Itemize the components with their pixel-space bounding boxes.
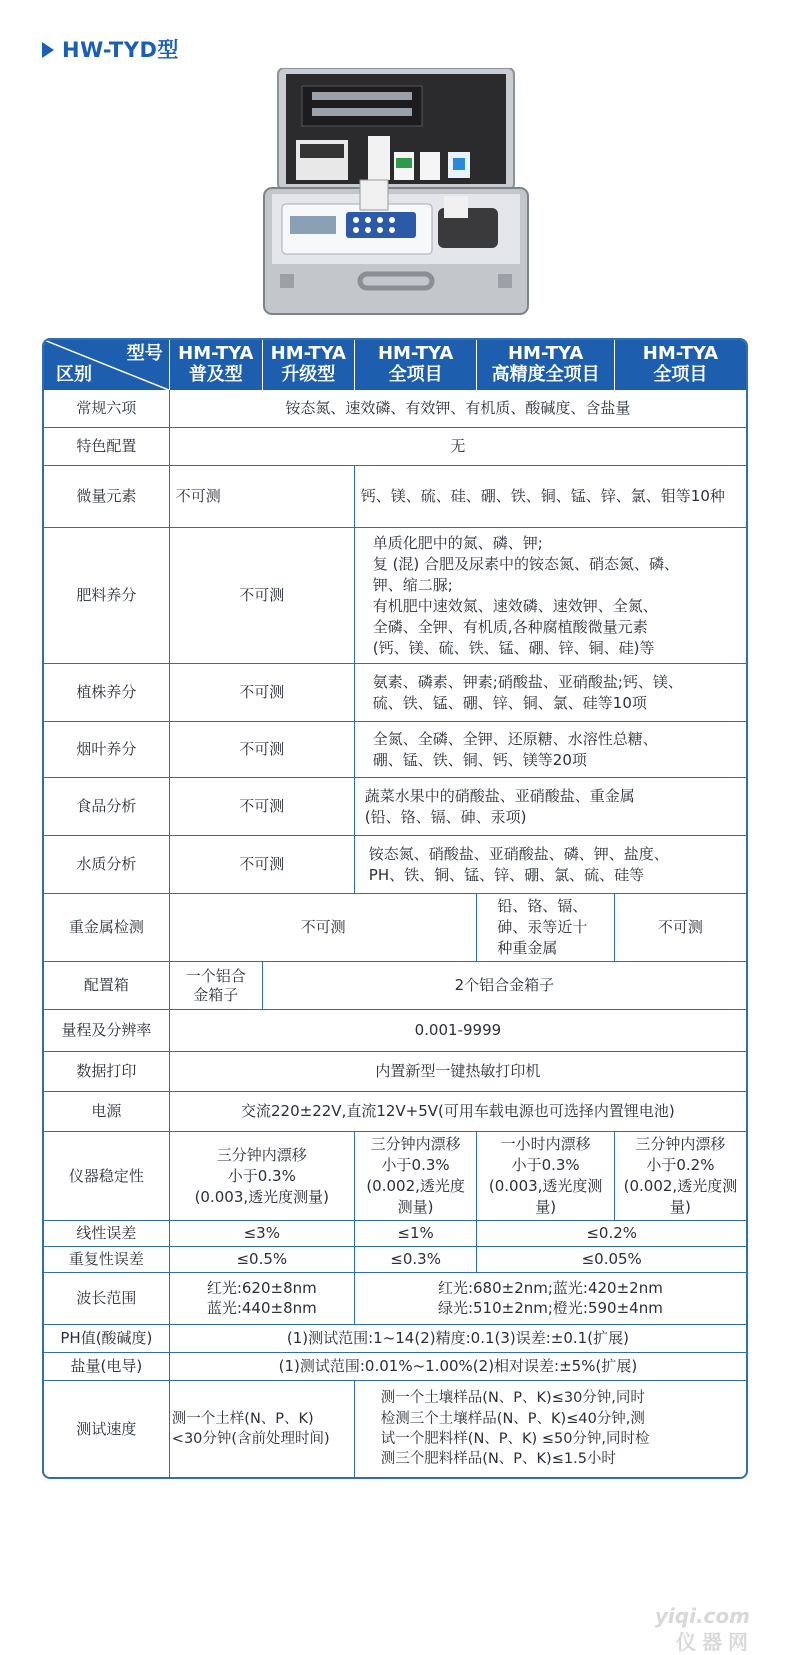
table-row: 常规六项 铵态氮、速效磷、有效钾、有机质、酸碱度、含盐量 — [44, 390, 746, 428]
table-row: 测试速度 测一个土样(N、P、K) <30分钟(含前处理时间) 测一个土壤样品(N、P、K)≤30分钟,同时 检测三个土壤样品(N、P、K)≤40分钟,测 试一个肥料样(N、P、K) ≤50分钟,同时检 测三个肥料样品(N、P、K)≤1.5小时 — [44, 1381, 746, 1477]
table-row: 电源 交流220±22V,直流12V+5V(可用车载电源也可选择内置锂电池) — [44, 1092, 746, 1132]
triangle-bullet-icon — [42, 42, 54, 58]
table-row: 食品分析 不可测 蔬菜水果中的硝酸盐、亚硝酸盐、重金属 (铅、铬、镉、砷、汞项) — [44, 778, 746, 836]
watermark: yiqi.com — [654, 1604, 750, 1628]
table-row: 数据打印 内置新型一键热敏打印机 — [44, 1052, 746, 1092]
table-row: 微量元素 不可测 钙、镁、硫、硅、硼、铁、铜、锰、锌、氯、钼等10种 — [44, 466, 746, 528]
table-row: 量程及分辨率 0.001-9999 — [44, 1010, 746, 1052]
spec-table — [42, 338, 748, 1479]
table-row: 配置箱 一个铝合 金箱子 2个铝合金箱子 — [44, 962, 746, 1010]
table-row: 重复性误差 ≤0.5% ≤0.3% ≤0.05% — [44, 1247, 746, 1273]
table-row: 重金属检测 不可测 铅、铬、镉、 砷、汞等近十 种重金属 不可测 — [44, 894, 746, 962]
product-image — [260, 68, 532, 318]
model-header: HM-TYA 全项目 — [355, 340, 478, 390]
model-header: HM-TYA 普及型 — [170, 340, 263, 390]
table-row: 仪器稳定性 三分钟内漂移 小于0.3% (0.003,透光度测量) 三分钟内漂移 小于0.3% (0.002,透光度测量) 一小时内漂移 小于0.3% (0.003,透光度测量) 三分钟内漂移 小于0.2% (0.002,透光度测量) — [44, 1132, 746, 1221]
model-header: HM-TYA 高精度全项目 — [477, 340, 614, 390]
table-header-row — [44, 340, 746, 390]
table-row: 线性误差 ≤3% ≤1% ≤0.2% — [44, 1221, 746, 1247]
model-header: HM-TYA 升级型 — [263, 340, 355, 390]
table-row: 肥料养分 不可测 单质化肥中的氮、磷、钾; 复 (混) 合肥及尿素中的铵态氮、硝态氮、磷、 钾、缩二脲; 有机肥中速效氮、速效磷、速效钾、全氮、 全磷、全钾、有机质,各种腐植酸微量元素 (钙、镁、硫、铁、锰、硼、锌、铜、硅)等 — [44, 528, 746, 664]
fertilizer-details: 单质化肥中的氮、磷、钾; 复 (混) 合肥及尿素中的铵态氮、硝态氮、磷、 钾、缩二脲; 有机肥中速效氮、速效磷、速效钾、全氮、 全磷、全钾、有机质,各种腐植酸微量元素 (钙、镁、硫、铁、锰、硼、锌、铜、硅)等 — [355, 528, 746, 664]
watermark-cn: 仪器网 — [676, 1630, 754, 1654]
table-row: 水质分析 不可测 铵态氮、硝酸盐、亚硝酸盐、磷、钾、盐度、 PH、铁、铜、锰、锌、硼、氯、硫、硅等 — [44, 836, 746, 894]
table-row: 植株养分 不可测 氨素、磷素、钾素;硝酸盐、亚硝酸盐;钙、镁、 硫、铁、锰、硼、锌、铜、氯、硅等10项 — [44, 664, 746, 722]
table-row: 波长范围 红光:620±8nm 蓝光:440±8nm 红光:680±2nm;蓝光:420±2nm 绿光:510±2nm;橙光:590±4nm — [44, 1273, 746, 1325]
table-row: 特色配置 无 — [44, 428, 746, 466]
table-row: 烟叶养分 不可测 全氮、全磷、全钾、还原糖、水溶性总糖、 硼、锰、铁、铜、钙、镁等20项 — [44, 722, 746, 778]
model-header: HM-TYA 全项目 — [615, 340, 746, 390]
table-row: PH值(酸碱度) (1)测试范围:1~14(2)精度:0.1(3)误差:±0.1(扩展) — [44, 1325, 746, 1353]
corner-cell: 型号 区别 — [44, 340, 170, 390]
table-row: 盐量(电导) (1)测试范围:0.01%~1.00%(2)相对误差:±5%(扩展) — [44, 1353, 746, 1381]
page-title: HW-TYD型 — [42, 34, 179, 64]
